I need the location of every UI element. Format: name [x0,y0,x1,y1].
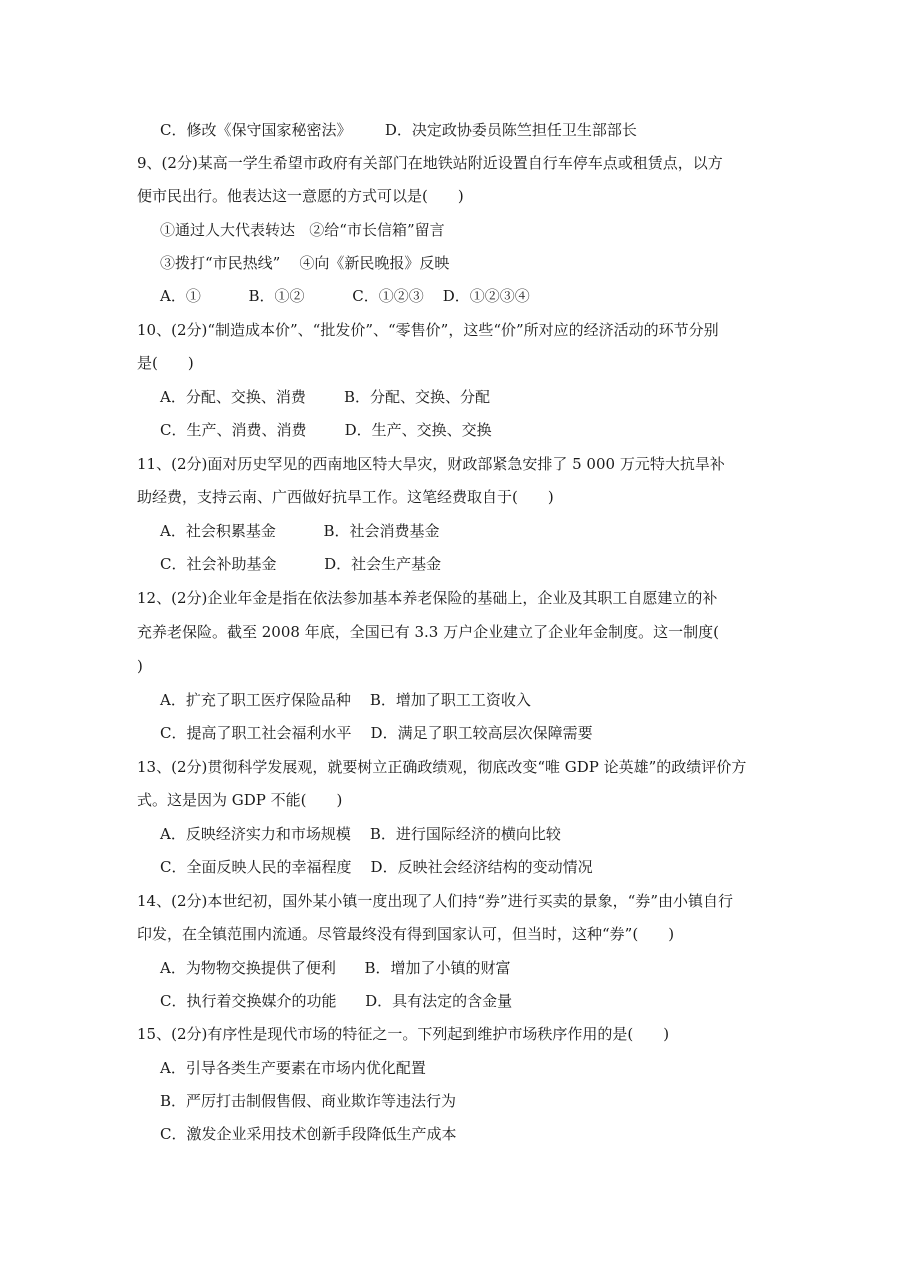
q11-options-cd: C．社会补助基金 D．社会生产基金 [160,555,442,573]
q11-options-ab: A．社会积累基金 B．社会消费基金 [160,522,440,540]
q8-option-c-d: C．修改《保守国家秘密法》 D．决定政协委员陈竺担任卫生部部长 [160,121,637,139]
q9-stem-line2: 便市民出行。他表达这一意愿的方式可以是( ) [137,187,464,205]
q15-stem: 15、(2分)有序性是现代市场的特征之一。下列起到维护市场秩序作用的是( ) [137,1025,670,1043]
q10-options-ab: A．分配、交换、消费 B．分配、交换、分配 [160,388,491,406]
q14-stem-line1: 14、(2分)本世纪初，国外某小镇一度出现了人们持“券”进行买卖的景象，“券”由小镇自行 [137,892,734,910]
q12-stem-line2: 充养老保险。截至 2008 年底，全国已有 3.3 万户企业建立了企业年金制度。这一制度( [137,623,719,641]
q15-option-c: C．激发企业采用技术创新手段降低生产成本 [160,1125,457,1143]
q12-options-cd: C．提高了职工社会福利水平 D．满足了职工较高层次保障需要 [160,724,593,742]
q9-options: A．① B．①② C．①②③ D．①②③④ [160,287,530,305]
q11-stem-line2: 助经费，支持云南、广西做好抗旱工作。这笔经费取自于( ) [137,488,554,506]
q10-stem-line1: 10、(2分)“制造成本价”、“批发价”、“零售价”，这些“价”所对应的经济活动的环节分别 [137,321,719,339]
q10-options-cd: C．生产、消费、消费 D．生产、交换、交换 [160,421,492,439]
q10-stem-line2: 是( ) [137,354,194,372]
q13-stem-line1: 13、(2分)贯彻科学发展观，就要树立正确政绩观，彻底改变“唯 GDP 论英雄”的政绩评价方 [137,758,747,776]
q15-option-a: A．引导各类生产要素在市场内优化配置 [160,1059,426,1077]
q14-options-ab: A．为物物交换提供了便利 B．增加了小镇的财富 [160,959,511,977]
q12-options-ab: A．扩充了职工医疗保险品种 B．增加了职工工资收入 [160,691,531,709]
q11-stem-line1: 11、(2分)面对历史罕见的西南地区特大旱灾，财政部紧急安排了 5 000 万元特大抗旱补 [137,455,725,473]
q13-options-cd: C．全面反映人民的幸福程度 D．反映社会经济结构的变动情况 [160,858,593,876]
q14-stem-line2: 印发，在全镇范围内流通。尽管最终没有得到国家认可，但当时，这种“券”( ) [137,925,675,943]
q9-stem-line1: 9、(2分)某高一学生希望市政府有关部门在地铁站附近设置自行车停车点或租赁点，以方 [137,154,723,172]
q9-choice-1-2: ①通过人大代表转达 ②给“市长信箱”留言 [160,221,445,239]
q12-stem-line3: ) [137,657,143,675]
q9-choice-3-4: ③拨打“市民热线” ④向《新民晚报》反映 [160,254,450,272]
q12-stem-line1: 12、(2分)企业年金是指在依法参加基本养老保险的基础上，企业及其职工自愿建立的补 [137,589,718,607]
q13-stem-line2: 式。这是因为 GDP 不能( ) [137,791,343,809]
q14-options-cd: C．执行着交换媒介的功能 D．具有法定的含金量 [160,992,513,1010]
q15-option-b: B．严厉打击制假售假、商业欺诈等违法行为 [160,1092,457,1110]
q13-options-ab: A．反映经济实力和市场规模 B．进行国际经济的横向比较 [160,825,561,843]
